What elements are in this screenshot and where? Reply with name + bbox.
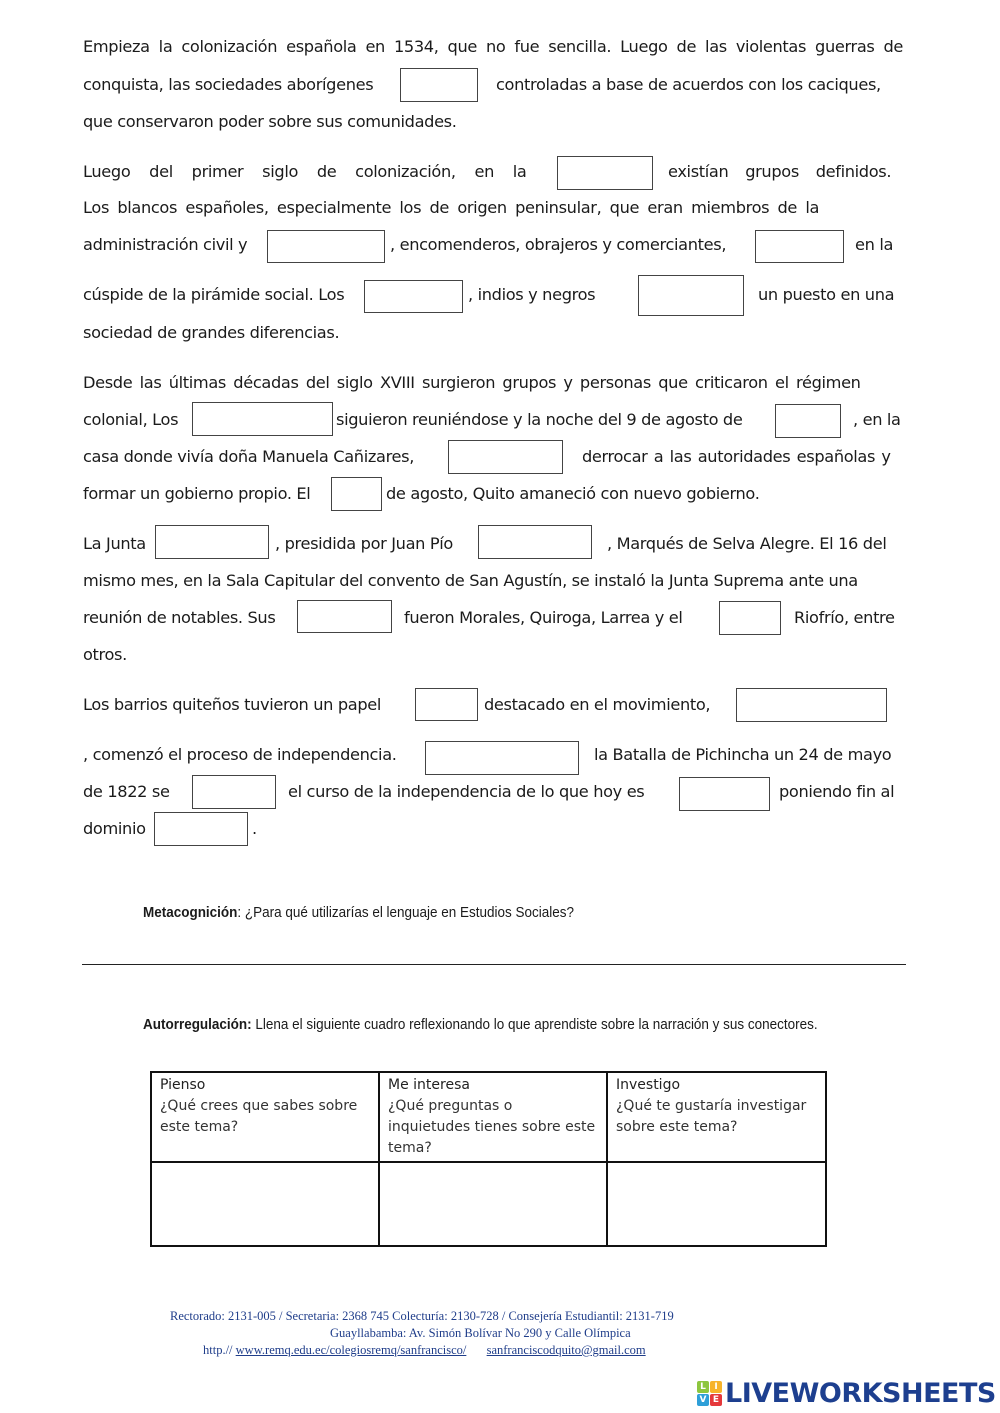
- kwl-header-me-interesa: [379, 1072, 607, 1162]
- p4-line3b: fueron Morales, Quiroga, Larrea y el: [404, 608, 683, 627]
- p2-line5: sociedad de grandes diferencias.: [83, 323, 340, 342]
- blank-input-15[interactable]: [415, 688, 478, 721]
- p2-line4c: un puesto en una: [758, 285, 895, 304]
- p5-line4b: .: [252, 819, 257, 838]
- kwl-header-investigo: [607, 1072, 826, 1162]
- p2-line2: Los blancos españoles, especialmente los de origen peninsular, que eran miembros de la: [83, 198, 820, 217]
- p2-line4a: cúspide de la pirámide social. Los: [83, 285, 345, 304]
- p3-line2b: siguieron reuniéndose y la noche del 9 de agosto de: [336, 410, 743, 429]
- p5-line2b: la Batalla de Pichincha un 24 de mayo: [594, 745, 892, 764]
- blank-input-20[interactable]: [154, 812, 248, 846]
- p2-line1a: Luego del primer siglo de colonización, en la: [83, 162, 527, 181]
- blank-input-19[interactable]: [679, 777, 770, 811]
- p1-line2b: controladas a base de acuerdos con los caciques,: [496, 75, 881, 94]
- blank-input-11[interactable]: [155, 525, 269, 559]
- p3-line3b: derrocar a las autoridades españolas y: [582, 447, 891, 466]
- kwl-answer-pienso[interactable]: [151, 1162, 379, 1246]
- text: Empieza la colonización española en 1534, que no fue sencilla. Luego de las violentas guerras de: [83, 37, 903, 56]
- kwl-answer-me-interesa[interactable]: [379, 1162, 607, 1246]
- blank-input-16[interactable]: [736, 688, 887, 722]
- p2-line4b: , indios y negros: [468, 285, 596, 304]
- blank-input-6[interactable]: [638, 275, 744, 316]
- blank-input-1[interactable]: [400, 68, 478, 102]
- p5-line1a: Los barrios quiteños tuvieron un papel: [83, 695, 382, 714]
- p2-line3c: en la: [855, 235, 894, 254]
- footer-address-line: Guayllabamba: Av. Simón Bolívar No 290 y Calle Olímpica: [330, 1326, 631, 1340]
- footer-links-line: [203, 1343, 1000, 1358]
- p5-line4a: dominio: [83, 819, 146, 838]
- p5-line1b: destacado en el movimiento,: [484, 695, 711, 714]
- p3-line4a: formar un gobierno propio. El: [83, 484, 311, 503]
- logo-letter-v: V: [697, 1394, 709, 1406]
- http-prefix: http.//: [203, 1343, 233, 1357]
- blank-input-4[interactable]: [755, 230, 844, 263]
- logo-text: LIVEWORKSHEETS: [725, 1377, 996, 1409]
- blank-input-2[interactable]: [557, 156, 653, 190]
- autorregulacion-label: Autorregulación:: [143, 1017, 252, 1033]
- metacognicion-question: : ¿Para qué utilizarías el lenguaje en Estudios Sociales?: [237, 905, 574, 921]
- p5-line3a: de 1822 se: [83, 782, 170, 801]
- logo-letter-l: L: [697, 1381, 709, 1393]
- kwl-question: ¿Qué crees que sabes sobre este tema?: [160, 1098, 358, 1135]
- p5-line3b: el curso de la independencia de lo que hoy es: [288, 782, 645, 801]
- kwl-answer-investigo[interactable]: [607, 1162, 826, 1246]
- kwl-title: Me interesa: [388, 1077, 470, 1093]
- p3-line2a: colonial, Los: [83, 410, 179, 429]
- blank-input-5[interactable]: [364, 280, 463, 313]
- blank-input-3[interactable]: [267, 230, 385, 263]
- blank-input-13[interactable]: [297, 600, 392, 633]
- autorregulacion-instruction: Llena el siguiente cuadro reflexionando lo que aprendiste sobre la narración y sus conectores.: [251, 1017, 818, 1033]
- p4-line1c: , Marqués de Selva Alegre. El 16 del: [607, 534, 887, 553]
- p1-line3: que conservaron poder sobre sus comunidades.: [83, 112, 457, 131]
- p5-line3c: poniendo fin al: [779, 782, 895, 801]
- p3-line1: Desde las últimas décadas del siglo XVIII surgieron grupos y personas que criticaron el régimen: [83, 373, 861, 392]
- blank-input-7[interactable]: [192, 402, 333, 436]
- blank-input-17[interactable]: [425, 741, 579, 775]
- email-link[interactable]: sanfranciscodquito@gmail.com: [486, 1343, 646, 1357]
- p4-line2: mismo mes, en la Sala Capitular del convento de San Agustín, se instaló la Junta Suprema ante una: [83, 571, 858, 590]
- kwl-title: Investigo: [616, 1077, 681, 1093]
- p4-line3a: reunión de notables. Sus: [83, 608, 276, 627]
- p4-line1a: La Junta: [83, 534, 146, 553]
- metacognicion-label: Metacognición: [143, 905, 238, 921]
- blank-input-10[interactable]: [331, 477, 382, 511]
- kwl-question: ¿Qué preguntas o inquietudes tienes sobre este tema?: [388, 1098, 596, 1156]
- kwl-table: [150, 1071, 827, 1247]
- p4-line4: otros.: [83, 645, 127, 664]
- kwl-answer-row: [151, 1162, 826, 1246]
- p3-line4b: de agosto, Quito amaneció con nuevo gobierno.: [386, 484, 760, 503]
- p1-line2a: conquista, las sociedades aborígenes: [83, 75, 374, 94]
- kwl-header-pienso: [151, 1072, 379, 1162]
- p3-line3a: casa donde vivía doña Manuela Cañizares,: [83, 447, 415, 466]
- blank-input-14[interactable]: [719, 601, 781, 635]
- kwl-header-row: [151, 1072, 826, 1162]
- p4-line1b: , presidida por Juan Pío: [275, 534, 453, 553]
- p2-line3a: administración civil y: [83, 235, 248, 254]
- live-grid-icon: [697, 1381, 722, 1406]
- p1-line1: [83, 37, 903, 57]
- p5-line2a: , comenzó el proceso de independencia.: [83, 745, 397, 764]
- logo-letter-e: E: [710, 1394, 722, 1406]
- metacognicion-prompt: [143, 905, 574, 921]
- website-link[interactable]: www.remq.edu.ec/colegiosremq/sanfrancisco/: [235, 1343, 467, 1357]
- footer-contact-line: Rectorado: 2131-005 / Secretaria: 2368 745 Colecturía: 2130-728 / Consejería Estudiantil: 2131-719: [170, 1309, 674, 1323]
- liveworksheets-logo[interactable]: [697, 1378, 996, 1408]
- kwl-title: Pienso: [160, 1077, 206, 1093]
- kwl-question: ¿Qué te gustaría investigar sobre este tema?: [616, 1098, 807, 1135]
- p3-line2c: , en la: [853, 410, 901, 429]
- metacognicion-answer-line[interactable]: [82, 964, 906, 965]
- blank-input-12[interactable]: [478, 525, 592, 559]
- p4-line3c: Riofrío, entre: [794, 608, 895, 627]
- blank-input-9[interactable]: [448, 440, 563, 474]
- blank-input-18[interactable]: [192, 775, 276, 809]
- p2-line3b: , encomenderos, obrajeros y comerciantes,: [390, 235, 727, 254]
- logo-letter-i: I: [710, 1381, 722, 1393]
- autorregulacion-prompt: [143, 1017, 818, 1033]
- blank-input-8[interactable]: [775, 404, 841, 438]
- p2-line1b: existían grupos definidos.: [668, 162, 892, 181]
